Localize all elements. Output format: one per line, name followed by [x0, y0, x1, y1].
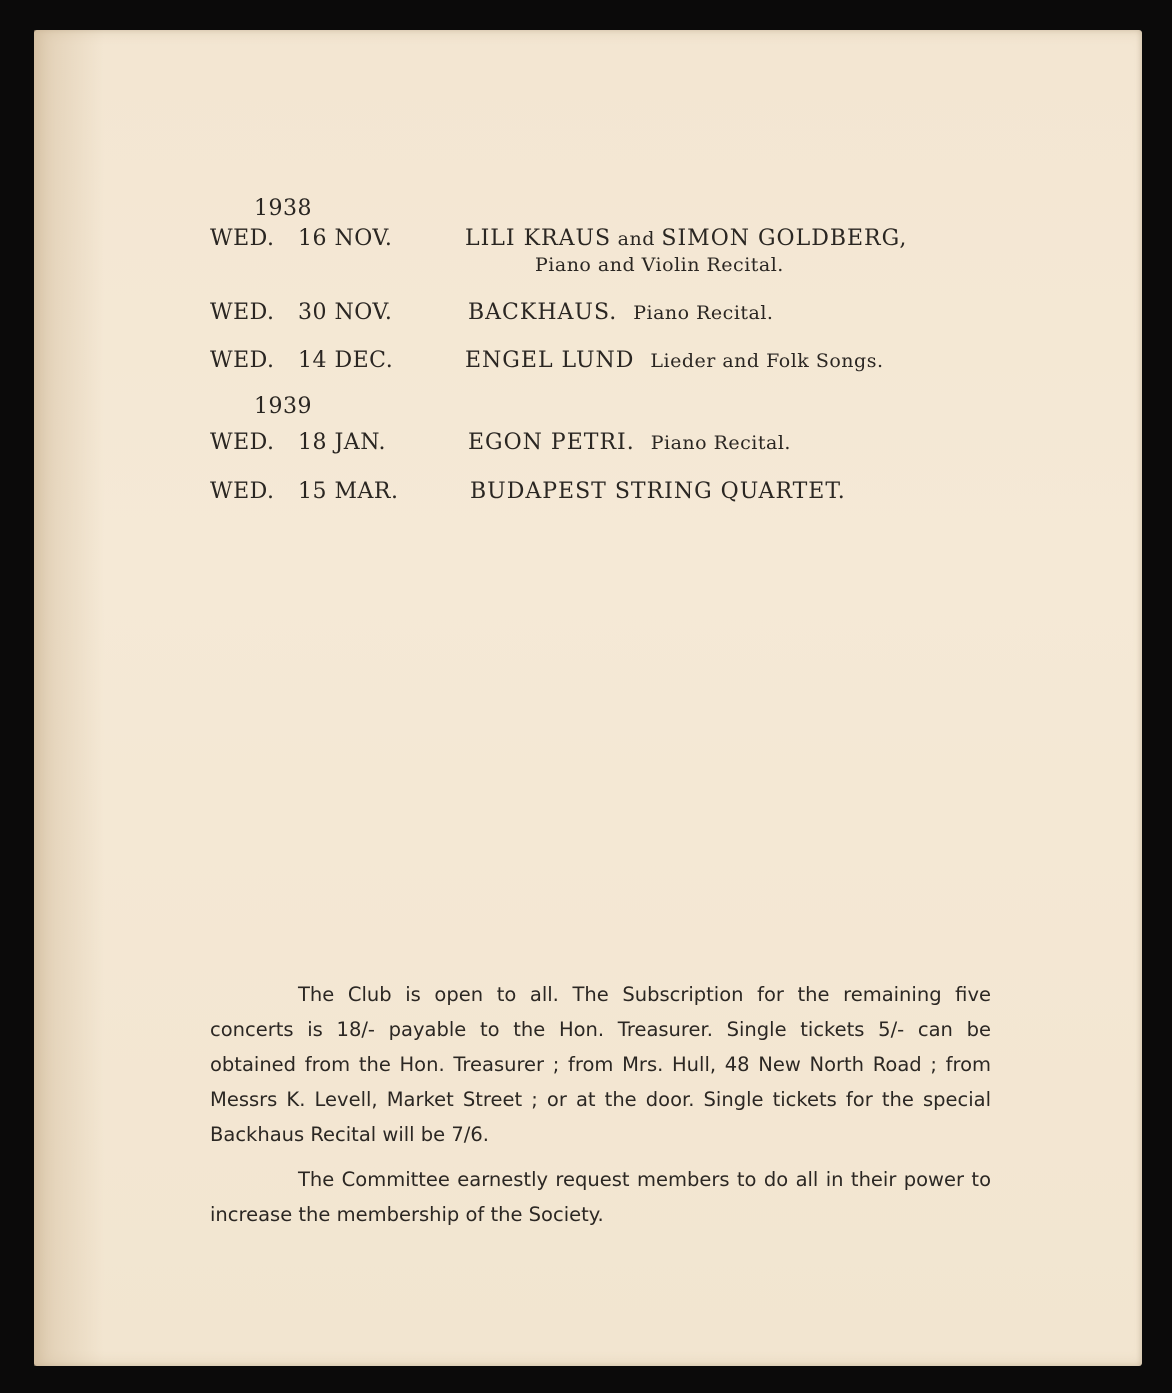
concert-row — [210, 226, 970, 276]
year-heading-1939: 1939 — [254, 394, 312, 419]
concert-day: WED. — [210, 430, 275, 455]
concert-row — [210, 430, 970, 470]
concert-date: 14 DEC. — [298, 348, 394, 373]
concert-day: WED. — [210, 479, 275, 504]
concert-detail: Piano Recital. — [650, 432, 791, 454]
concert-day: WED. — [210, 300, 275, 325]
artist-name: BACKHAUS. — [468, 300, 618, 325]
concert-artist — [465, 226, 907, 251]
concert-date: 16 NOV. — [298, 226, 393, 251]
subscription-paragraph: The Club is open to all. The Subscription for the remaining five concerts is 18/- payable to the Hon. Treasurer. Single tickets 5/- can be obtained from the Hon. Treasurer ; from Mrs. Hull, 48 New North Road ; from Messrs K. Levell, Market Street ; or at the door. Single tickets for the special Backhaus Recital will be 7/6. — [210, 983, 991, 1146]
concert-row — [210, 300, 970, 340]
concert-day: WED. — [210, 226, 275, 251]
concert-artist: BUDAPEST STRING QUARTET. — [470, 479, 846, 504]
artist-name: EGON PETRI. — [468, 430, 635, 455]
concert-day: WED. — [210, 348, 275, 373]
concert-artist — [468, 300, 773, 325]
concert-detail: Lieder and Folk Songs. — [650, 350, 884, 372]
concert-date: 30 NOV. — [298, 300, 393, 325]
concert-artist — [468, 430, 791, 455]
year-heading-1938: 1938 — [254, 196, 312, 221]
artist-name-2: SIMON GOLDBERG, — [661, 226, 908, 251]
concert-artist — [465, 348, 883, 373]
concert-row — [210, 348, 970, 388]
artist-name: ENGEL LUND — [465, 348, 635, 373]
concert-detail: Piano Recital. — [633, 302, 774, 324]
concert-detail: Piano and Violin Recital. — [535, 254, 784, 276]
concert-row — [210, 479, 970, 519]
artist-join: and — [611, 228, 662, 250]
concert-date: 15 MAR. — [298, 479, 399, 504]
committee-paragraph: The Committee earnestly request members to do all in their power to increase the membership of the Society. — [210, 1168, 991, 1226]
programme-page — [34, 30, 1142, 1366]
torn-paper-edge — [34, 30, 104, 1366]
concert-date: 18 JAN. — [298, 430, 387, 455]
artist-name: LILI KRAUS — [465, 226, 612, 251]
